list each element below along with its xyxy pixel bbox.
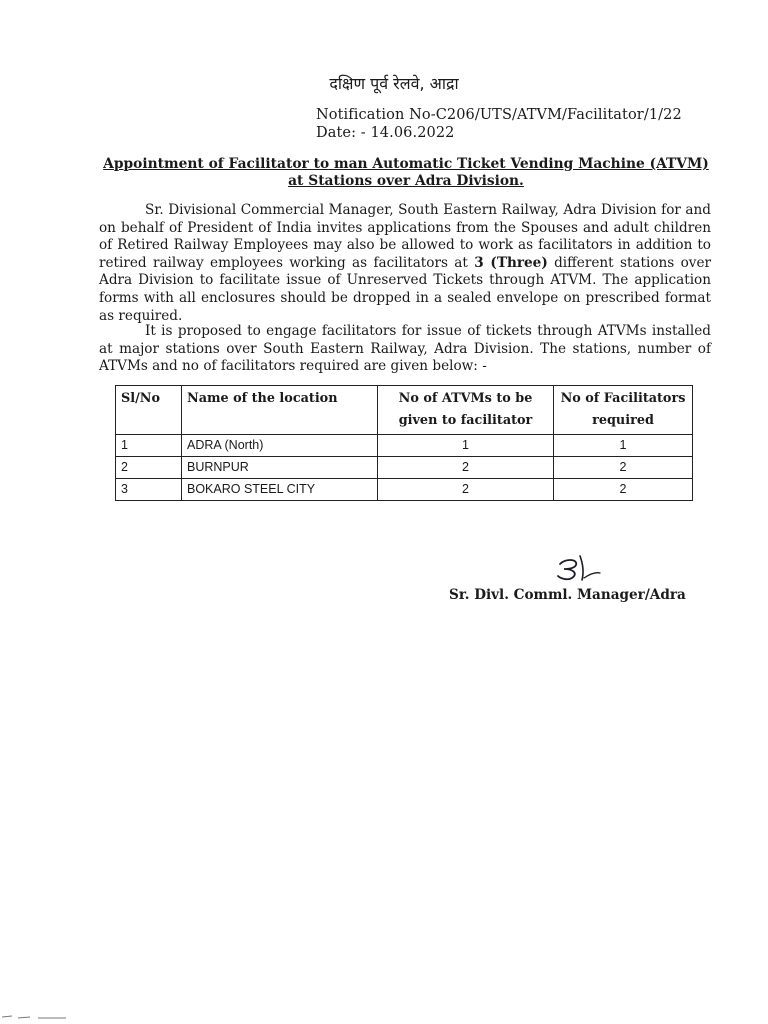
office-heading: दक्षिण पूर्व रेलवे, आद्रा xyxy=(329,74,459,93)
table-row xyxy=(116,457,693,479)
paragraph-proposal: It is proposed to engage facilitators for issue of tickets through ATVMs installed at major stations over South Eastern Railway, Adra Division. The stations, number of ATVMs and no of facilitators required are given below: - xyxy=(99,323,711,375)
table-header-row xyxy=(116,386,693,435)
cell-sl: 3 xyxy=(116,479,182,501)
scan-artifact xyxy=(0,1012,70,1020)
cell-sl: 1 xyxy=(116,435,182,457)
notification-number: Notification No-C206/UTS/ATVM/Facilitator/1/22 xyxy=(316,107,682,123)
table-row xyxy=(116,435,693,457)
header-sl-no: Sl/No xyxy=(116,386,182,435)
station-count-bold: 3 (Three) xyxy=(474,254,548,271)
header-atvms-line-2: given to facilitator xyxy=(398,413,533,428)
paragraph-invitation-text-1: Sr. Divisional Commercial Manager, South Eastern Railway, Adra Division for and on behalf of President of India invites applications from the Spouses and adult children of Retired Railway Employees may also be allowed to work as facilitators in addition to retired railway employees working as facilitators at xyxy=(99,202,711,271)
notification-block xyxy=(316,106,682,142)
cell-sl: 2 xyxy=(116,457,182,479)
subject-line-1: Appointment of Facilitator to man Automatic Ticket Vending Machine (ATVM) xyxy=(103,156,709,172)
paragraph-invitation xyxy=(99,202,711,325)
cell-location: BURNPUR xyxy=(182,457,378,479)
table-row xyxy=(116,479,693,501)
header-facilitators-line-2: required xyxy=(592,413,654,428)
header-atvms-line-1: No of ATVMs to be xyxy=(398,391,533,406)
signatory-designation: Sr. Divl. Comml. Manager/Adra xyxy=(449,587,686,603)
cell-atvms: 2 xyxy=(378,479,554,501)
cell-location: ADRA (North) xyxy=(182,435,378,457)
subject-line-2: at Stations over Adra Division. xyxy=(288,173,524,189)
handwritten-signature xyxy=(552,548,612,592)
facilitator-table xyxy=(115,385,693,501)
header-facilitators xyxy=(554,386,693,435)
cell-atvms: 2 xyxy=(378,457,554,479)
cell-facilitators: 2 xyxy=(554,479,693,501)
header-facilitators-line-1: No of Facilitators xyxy=(560,391,686,406)
notification-date: Date: - 14.06.2022 xyxy=(316,125,455,141)
cell-location: BOKARO STEEL CITY xyxy=(182,479,378,501)
header-location: Name of the location xyxy=(182,386,378,435)
paragraph-invitation-text-2: different stations over Adra Division to facilitate issue of Unreserved Tickets through ATVM. The application forms with all enclosures should be dropped in a sealed envelope on prescribed format as required. xyxy=(99,254,711,324)
cell-facilitators: 1 xyxy=(554,435,693,457)
header-atvms xyxy=(378,386,554,435)
subject-heading xyxy=(96,156,716,190)
cell-atvms: 1 xyxy=(378,435,554,457)
cell-facilitators: 2 xyxy=(554,457,693,479)
